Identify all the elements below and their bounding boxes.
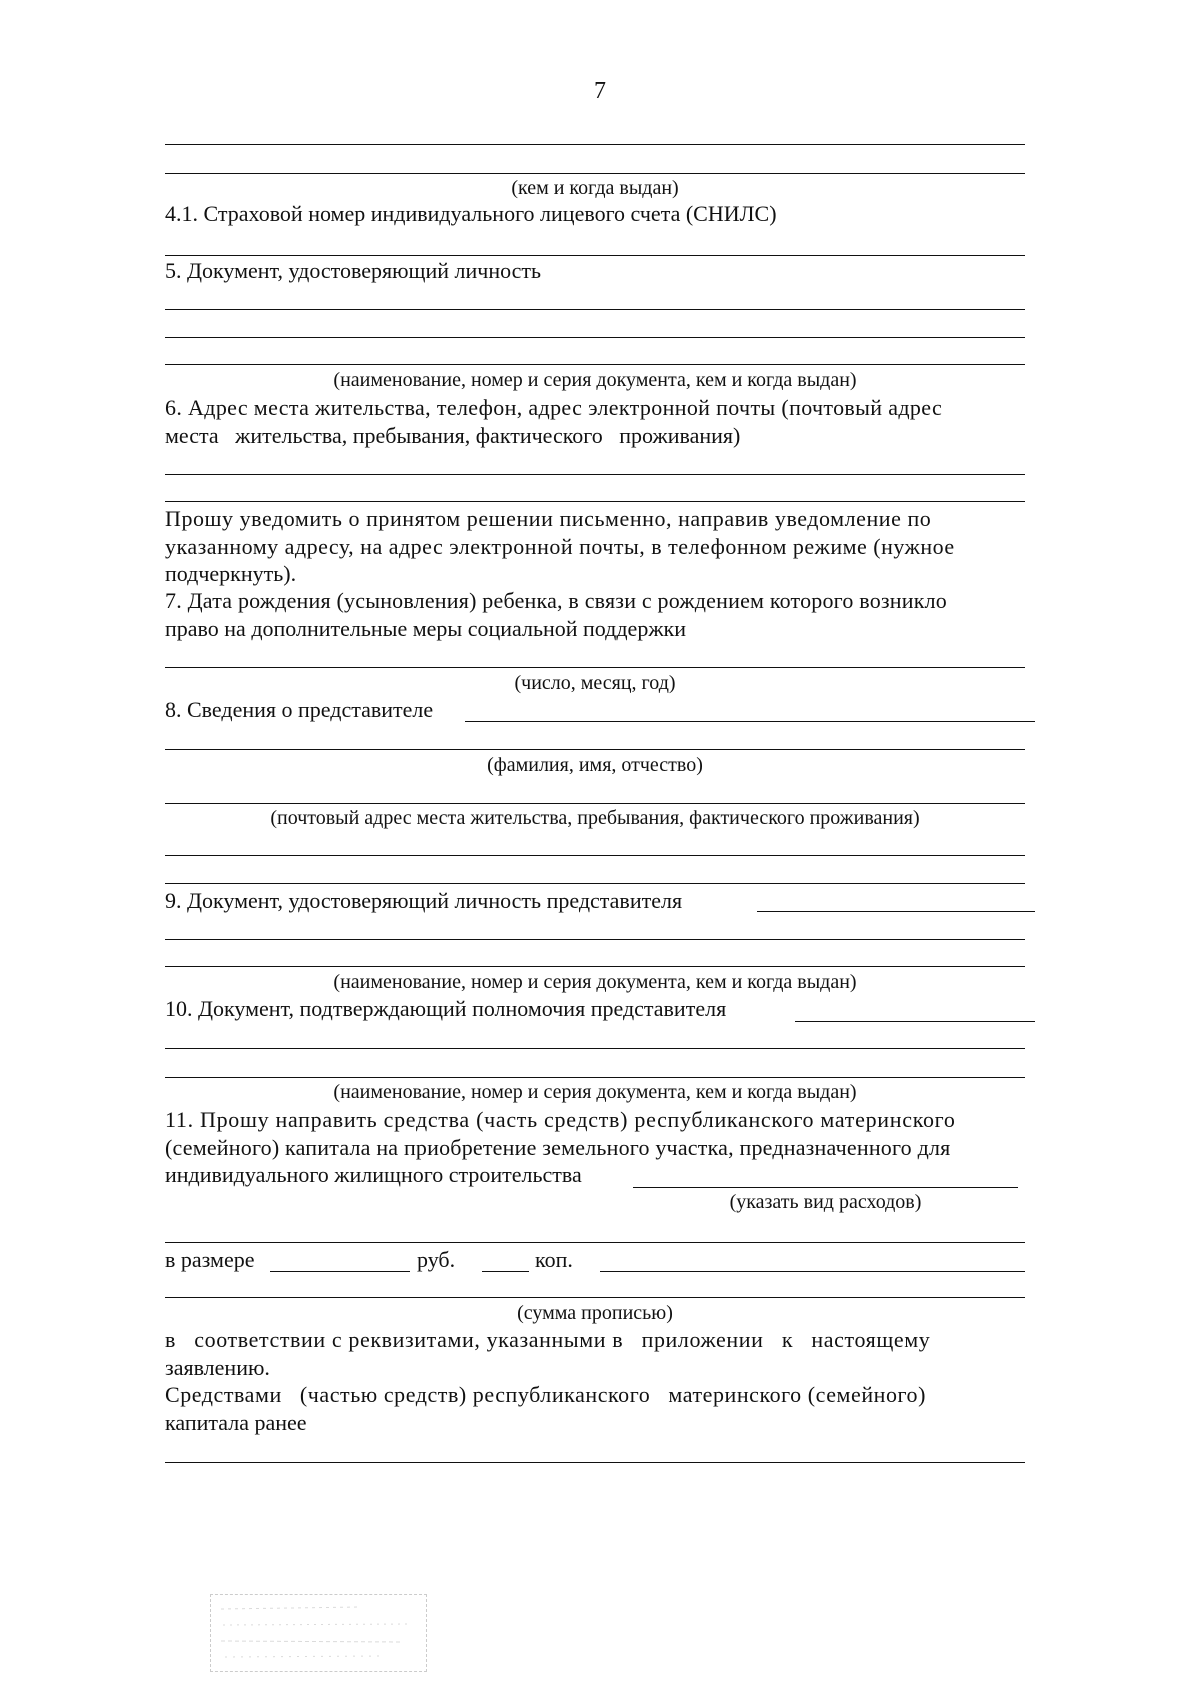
item-address-line1: 6. Адрес места жительства, телефон, адрес электронной почты (почтовый адрес [165, 395, 943, 420]
item-identity-doc: 5. Документ, удостоверяющий личность [165, 258, 542, 283]
blank-line-rep-authority[interactable] [795, 1021, 1035, 1022]
blank-line-birth-date[interactable] [165, 667, 1025, 668]
item-rep-identity: 9. Документ, удостоверяющий личность представителя [165, 888, 683, 913]
blank-line[interactable] [165, 855, 1025, 856]
blank-line[interactable] [165, 1242, 1025, 1243]
caption-fio: (фамилия, имя, отчество) [487, 754, 703, 776]
amount-rub-label: руб. [417, 1247, 456, 1272]
blank-line[interactable] [165, 1077, 1025, 1078]
notify-line2: указанному адресу, на адрес электронной почты, в телефонном режиме (нужное [165, 534, 955, 559]
blank-line[interactable] [165, 337, 1025, 338]
accord-line1: в соответствии с реквизитами, указанными в приложении к настоящему [165, 1327, 931, 1352]
caption-doc-full: (наименование, номер и серия документа, кем и когда выдан) [333, 369, 857, 391]
birth-line2: право на дополнительные меры социальной поддержки [165, 616, 686, 641]
blank-line[interactable] [165, 803, 1025, 804]
blank-line[interactable] [165, 474, 1025, 475]
faint-stamp [210, 1594, 427, 1672]
accord-line2: заявлению. [165, 1355, 270, 1380]
blank-line-expense-type[interactable] [633, 1187, 1018, 1188]
caption-expense-type: (указать вид расходов) [729, 1191, 922, 1213]
birth-line1: 7. Дата рождения (усыновления) ребенка, в связи с рождением которого возникло [165, 588, 947, 613]
caption-sum-words: (сумма прописью) [517, 1302, 673, 1324]
caption-doc-full-rep: (наименование, номер и серия документа, кем и когда выдан) [333, 971, 857, 993]
caption-issued: (кем и когда выдан) [511, 177, 679, 199]
request-line2: (семейного) капитала на приобретение земельного участка, предназначенного для [165, 1135, 951, 1160]
notify-line1: Прошу уведомить о принятом решении письменно, направив уведомление по [165, 506, 932, 531]
item-snils: 4.1. Страховой номер индивидуального лицевого счета (СНИЛС) [165, 201, 777, 226]
blank-line[interactable] [165, 749, 1025, 750]
blank-line[interactable] [165, 309, 1025, 310]
blank-line[interactable] [165, 144, 1025, 145]
earlier-line2: капитала ранее [165, 1410, 307, 1435]
blank-line-rep-identity[interactable] [757, 911, 1035, 912]
notify-line3: подчеркнуть). [165, 561, 297, 586]
item-address-line2: места жительства, пребывания, фактического проживания) [165, 423, 741, 448]
caption-doc-full-auth: (наименование, номер и серия документа, кем и когда выдан) [333, 1081, 857, 1103]
blank-line-snils[interactable] [165, 255, 1025, 256]
caption-postal: (почтовый адрес места жительства, пребывания, фактического проживания) [270, 807, 920, 829]
item-representative: 8. Сведения о представителе [165, 697, 434, 722]
blank-line-amount[interactable] [600, 1271, 1025, 1272]
blank-line[interactable] [165, 939, 1025, 940]
amount-kop-label: коп. [535, 1247, 573, 1272]
request-line1: 11. Прошу направить средства (часть средств) республиканского материнского [165, 1107, 956, 1132]
blank-line[interactable] [165, 173, 1025, 174]
blank-line[interactable] [165, 883, 1025, 884]
item-rep-authority: 10. Документ, подтверждающий полномочия представителя [165, 996, 727, 1021]
request-line3: индивидуального жилищного строительства [165, 1162, 582, 1187]
blank-line-rubles[interactable] [270, 1271, 410, 1272]
blank-line[interactable] [165, 501, 1025, 502]
blank-line[interactable] [165, 364, 1025, 365]
blank-line[interactable] [165, 1297, 1025, 1298]
blank-line-representative[interactable] [465, 721, 1035, 722]
blank-line-earlier[interactable] [165, 1462, 1025, 1463]
blank-line[interactable] [165, 1048, 1025, 1049]
caption-date: (число, месяц, год) [514, 672, 676, 694]
blank-line[interactable] [165, 966, 1025, 967]
earlier-line1: Средствами (частью средств) республиканского материнского (семейного) [165, 1382, 926, 1407]
amount-prefix: в размере [165, 1247, 255, 1272]
page-number: 7 [594, 78, 606, 104]
stamp-texture [211, 1595, 426, 1671]
blank-line-kopecks[interactable] [482, 1271, 529, 1272]
